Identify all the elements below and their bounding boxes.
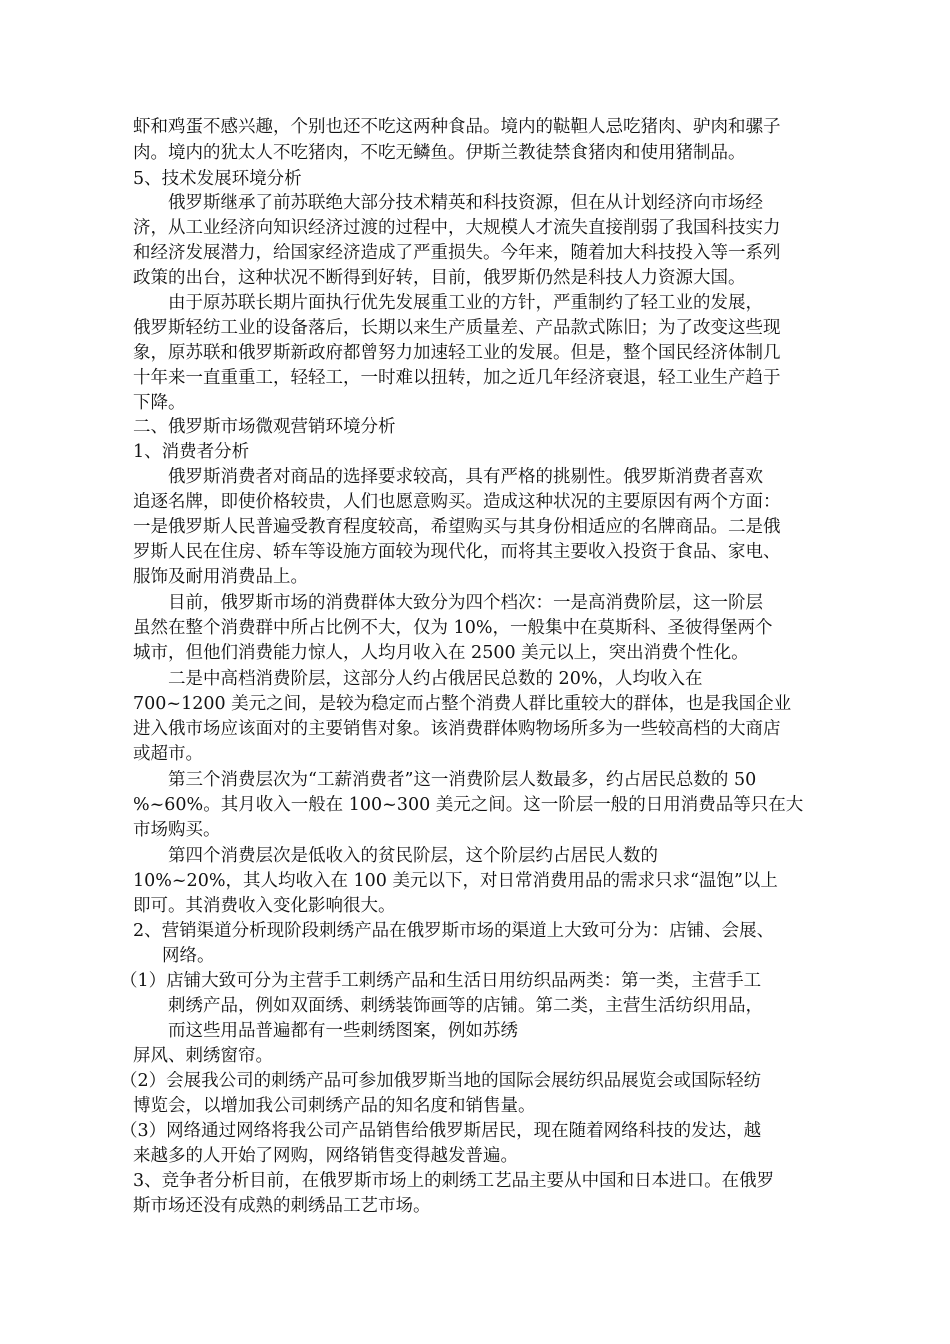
- text-line: 虾和鸡蛋不感兴趣，个别也还不吃这两种食品。境内的鞑靼人忌吃猪肉、驴肉和骡子: [133, 117, 781, 137]
- text-line: 刺绣产品，例如双面绣、刺绣装饰画等的店铺。第二类，主营生活纺织用品，: [168, 996, 763, 1016]
- section-heading: 3、竞争者分析目前，在俄罗斯市场上的刺绣工艺品主要从中国和日本进口。在俄罗: [133, 1171, 775, 1191]
- list-item: （3）网络通过网络将我公司产品销售给俄罗斯居民，现在随着网络科技的发达，越: [120, 1121, 762, 1141]
- text-line: 俄罗斯继承了前苏联绝大部分技术精英和科技资源，但在从计划经济向市场经: [168, 193, 763, 213]
- text-line: 肉。境内的犹太人不吃猪肉，不吃无鳞鱼。伊斯兰教徒禁食猪肉和使用猪制品。: [133, 143, 746, 163]
- list-item: （2）会展我公司的刺绣产品可参加俄罗斯当地的国际会展纺织品展览会或国际轻纺: [120, 1071, 762, 1091]
- section-heading: 5、技术发展环境分析: [133, 169, 302, 189]
- text-line: 二是中高档消费阶层，这部分人约占俄居民总数的 20%，人均收入在: [168, 669, 703, 689]
- section-heading: 1、消费者分析: [133, 442, 250, 462]
- text-line: 斯市场还没有成熟的刺绣品工艺市场。: [133, 1196, 431, 1216]
- text-line: 追逐名牌，即使价格较贵，人们也愿意购买。造成这种状况的主要原因有两个方面：: [133, 492, 781, 512]
- text-line: 俄罗斯消费者对商品的选择要求较高，具有严格的挑剔性。俄罗斯消费者喜欢: [168, 467, 763, 487]
- text-line: 700~1200 美元之间，是较为稳定而占整个消费人群比重较大的群体，也是我国企业: [133, 694, 792, 714]
- text-line: 第三个消费层次为“工薪消费者”这一消费阶层人数最多，约占居民总数的 50: [168, 770, 757, 790]
- text-line: 而这些用品普遍都有一些刺绣图案，例如苏绣: [168, 1021, 518, 1041]
- text-line: 网络。: [162, 946, 215, 966]
- text-line: 进入俄市场应该面对的主要销售对象。该消费群体购物场所多为一些较高档的大商店: [133, 719, 781, 739]
- text-line: 十年来一直重重工，轻轻工，一时难以扭转，加之近几年经济衰退，轻工业生产趋于: [133, 368, 781, 388]
- list-item: （1）店铺大致可分为主营手工刺绣产品和生活日用纺织品两类：第一类，主营手工: [120, 971, 762, 991]
- text-line: 10%~20%，其人均收入在 100 美元以下，对日常消费用品的需求只求“温饱”以上: [133, 871, 778, 891]
- text-line: 虽然在整个消费群中所占比例不大，仅为 10%，一般集中在莫斯科、圣彼得堡两个: [133, 618, 773, 638]
- text-line: 市场购买。: [133, 820, 221, 840]
- section-heading: 2、营销渠道分析现阶段刺绣产品在俄罗斯市场的渠道上大致可分为：店铺、会展、: [133, 921, 775, 941]
- text-line: 下降。: [133, 393, 186, 413]
- text-line: 服饰及耐用消费品上。: [133, 567, 308, 587]
- text-line: 一是俄罗斯人民普遍受教育程度较高，希望购买与其身份相适应的名牌商品。二是俄: [133, 517, 781, 537]
- text-line: 象，原苏联和俄罗斯新政府都曾努力加速轻工业的发展。但是，整个国民经济体制几: [133, 343, 781, 363]
- text-line: 罗斯人民在住房、轿车等设施方面较为现代化，而将其主要收入投资于食品、家电、: [133, 542, 781, 562]
- text-line: 由于原苏联长期片面执行优先发展重工业的方针，严重制约了轻工业的发展，: [168, 293, 763, 313]
- text-line: 和经济发展潜力，给国家经济造成了严重损失。今年来，随着加大科技投入等一系列: [133, 243, 781, 263]
- section-heading: 二、俄罗斯市场微观营销环境分析: [133, 417, 396, 437]
- text-line: 来越多的人开始了网购，网络销售变得越发普遍。: [133, 1146, 518, 1166]
- text-line: 济，从工业经济向知识经济过渡的过程中，大规模人才流失直接削弱了我国科技实力: [133, 218, 781, 238]
- text-line: 第四个消费层次是低收入的贫民阶层，这个阶层约占居民人数的: [168, 846, 658, 866]
- text-line: 政策的出台，这种状况不断得到好转，目前，俄罗斯仍然是科技人力资源大国。: [133, 268, 746, 288]
- text-line: %~60%。其月收入一般在 100~300 美元之间。这一阶层一般的日用消费品等只在大: [133, 795, 804, 815]
- text-line: 城市，但他们消费能力惊人，人均月收入在 2500 美元以上，突出消费个性化。: [133, 643, 749, 663]
- text-line: 或超市。: [133, 744, 203, 764]
- text-line: 博览会，以增加我公司刺绣产品的知名度和销售量。: [133, 1096, 536, 1116]
- text-line: 即可。其消费收入变化影响很大。: [133, 896, 396, 916]
- text-line: 目前，俄罗斯市场的消费群体大致分为四个档次：一是高消费阶层，这一阶层: [168, 593, 763, 613]
- text-line: 屏风、刺绣窗帘。: [133, 1046, 273, 1066]
- text-line: 俄罗斯轻纺工业的设备落后，长期以来生产质量差、产品款式陈旧；为了改变这些现: [133, 318, 781, 338]
